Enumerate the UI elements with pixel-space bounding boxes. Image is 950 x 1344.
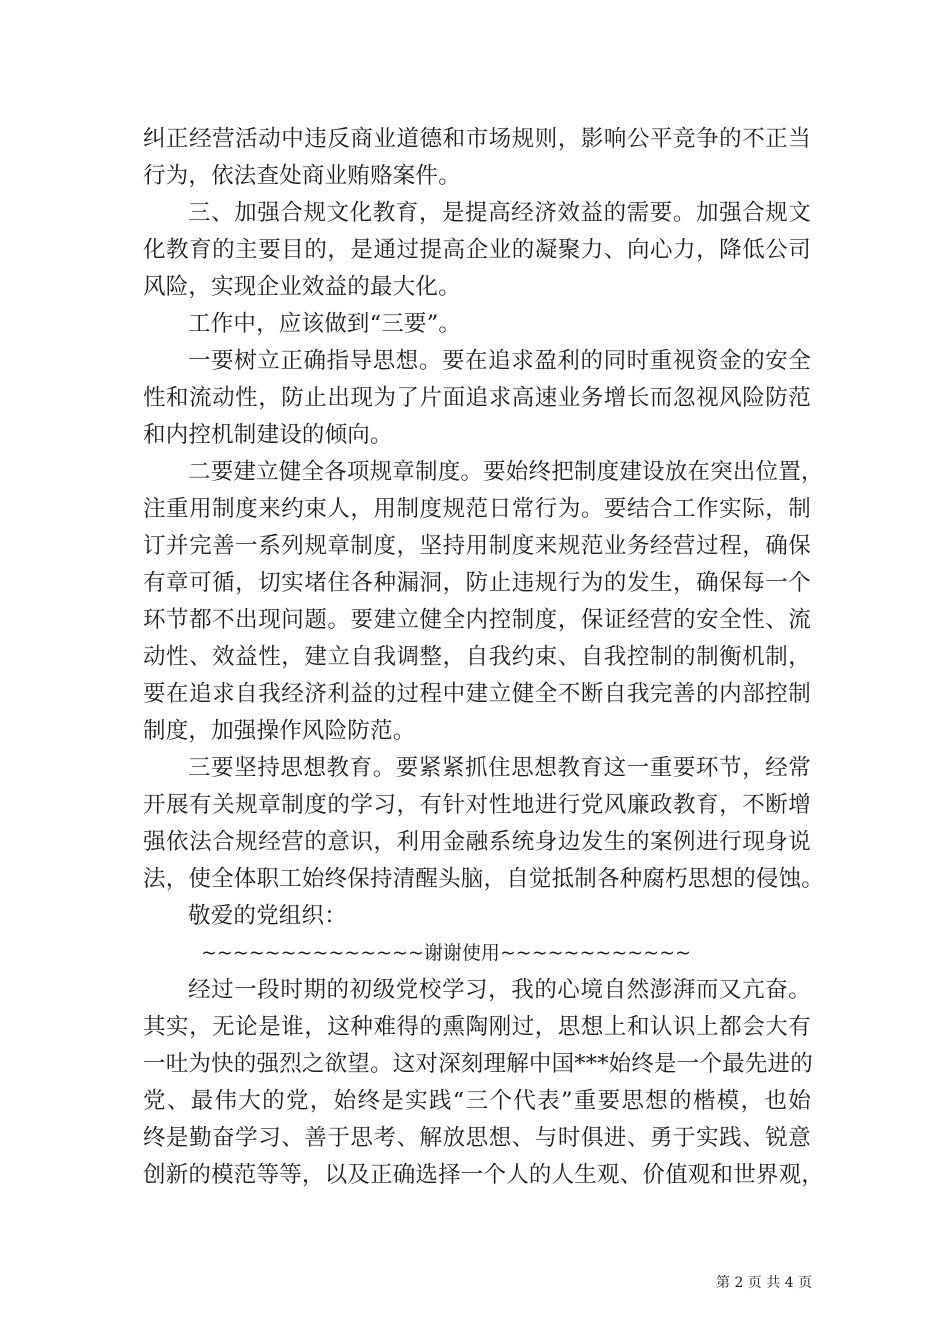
- text-line: 风险，实现企业效益的最大化。: [143, 274, 461, 300]
- text-line: 化教育的主要目的，是通过提高企业的凝聚力、向心力，降低公司: [143, 237, 811, 263]
- divider-thanks: ~~~~~~~~~~~~~~谢谢使用~~~~~~~~~~~~: [201, 942, 691, 964]
- text-line: 制度，加强操作风险防范。: [143, 718, 416, 744]
- text-line: 行为，依法查处商业贿赂案件。: [143, 163, 461, 189]
- text-line: 强依法合规经营的意识，利用金融系统身边发生的案例进行现身说: [143, 829, 811, 855]
- document-body: [143, 121, 825, 1194]
- text-line: 一吐为快的强烈之欲望。这对深刻理解中国***始终是一个最先进的: [143, 1051, 813, 1077]
- text-line: 终是勤奋学习、善于思考、解放思想、与时俱进、勇于实践、锐意: [143, 1125, 811, 1151]
- text-line: 开展有关规章制度的学习，有针对性地进行党风廉政教育，不断增: [143, 792, 811, 818]
- text-line: 动性、效益性，建立自我调整，自我约束、自我控制的制衡机制，: [143, 644, 811, 670]
- text-line: 有章可循，切实堵住各种漏洞，防止违规行为的发生，确保每一个: [143, 570, 811, 596]
- text-line: 订并完善一系列规章制度，坚持用制度来规范业务经营过程，确保: [143, 533, 811, 559]
- text-line: 性和流动性，防止出现为了片面追求高速业务增长而忽视风险防范: [143, 385, 811, 411]
- text-line: 要在追求自我经济利益的过程中建立健全不断自我完善的内部控制: [143, 681, 811, 707]
- text-line: 和内控机制建设的倾向。: [143, 422, 393, 448]
- page-number: 第 2 页 共 4 页: [716, 1275, 813, 1291]
- text-line: 经过一段时期的初级党校学习，我的心境自然澎湃而又亢奋。: [188, 977, 811, 1003]
- text-line: 工作中，应该做到“三要”。: [188, 311, 462, 337]
- text-line: 其实，无论是谁，这种难得的熏陶刚过，思想上和认识上都会大有: [143, 1014, 811, 1040]
- text-line: 法，使全体职工始终保持清醒头脑，自觉抵制各种腐朽思想的侵蚀。: [143, 866, 825, 892]
- text-line: 二要建立健全各项规章制度。要始终把制度建设放在突出位置，: [188, 459, 824, 485]
- salutation: 敬爱的党组织：: [188, 903, 347, 929]
- text-line: 纠正经营活动中违反商业道德和市场规则，影响公平竞争的不正当: [143, 126, 811, 152]
- text-line: 一要树立正确指导思想。要在追求盈利的同时重视资金的安全: [188, 348, 811, 374]
- text-line: 三、加强合规文化教育，是提高经济效益的需要。加强合规文: [188, 200, 811, 226]
- text-line: 环节都不出现问题。要建立健全内控制度，保证经营的安全性、流: [143, 607, 811, 633]
- text-line: 创新的模范等等，以及正确选择一个人的人生观、价值观和世界观，: [143, 1162, 825, 1188]
- text-line: 注重用制度来约束人，用制度规范日常行为。要结合工作实际，制: [143, 496, 811, 522]
- text-line: 党、最伟大的党，始终是实践“三个代表”重要思想的楷模，也始: [143, 1088, 811, 1114]
- text-line: 三要坚持思想教育。要紧紧抓住思想教育这一重要环节，经常: [188, 755, 811, 781]
